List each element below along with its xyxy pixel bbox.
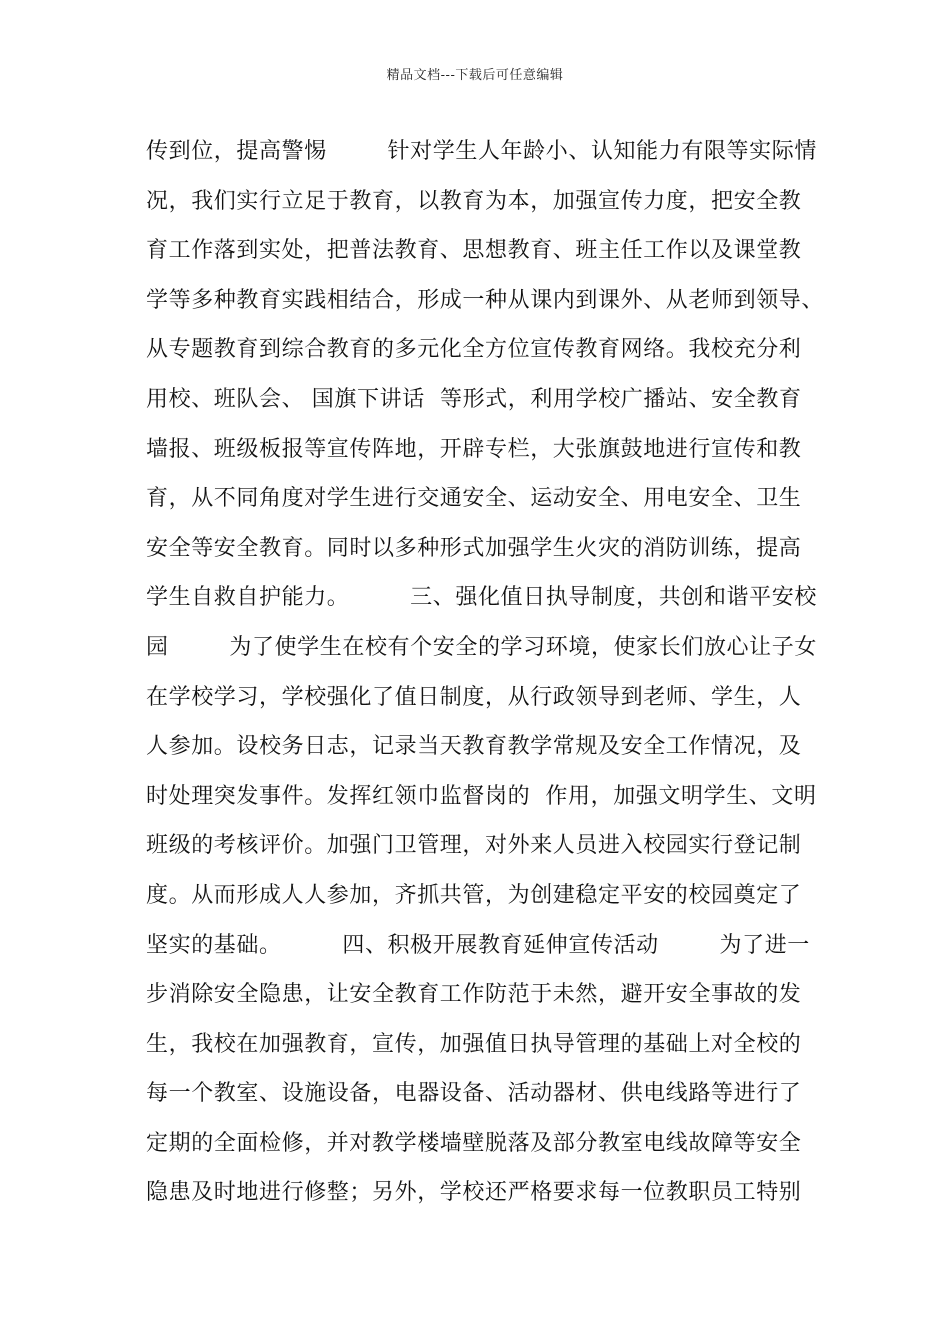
body-line: 定期的全面检修，并对教学楼墙壁脱落及部分教室电线故障等安全	[146, 1130, 802, 1156]
body-line: 人参加。设校务日志，记录当天教育教学常规及安全工作情况，及	[146, 734, 802, 760]
body-line: 安全等安全教育。同时以多种形式加强学生火灾的消防训练，提高	[146, 535, 802, 561]
body-line: 从专题教育到综合教育的多元化全方位宣传教育网络。我校充分利	[146, 337, 802, 363]
body-line: 况，我们实行立足于教育，以教育为本，加强宣传力度，把安全教	[146, 188, 802, 214]
body-line: 隐患及时地进行修整；另外，学校还严格要求每一位教职员工特别	[146, 1180, 802, 1206]
body-line: 用校、班队会、 国旗下讲话 等形式，利用学校广播站、安全教育	[146, 386, 802, 412]
body-line: 时处理突发事件。发挥红领巾监督岗的 作用，加强文明学生、文明	[146, 783, 817, 809]
body-line: 度。从而形成人人参加，齐抓共管，为创建稳定平安的校园奠定了	[146, 882, 802, 908]
body-line: 传到位，提高警惕 针对学生人年龄小、认知能力有限等实际情	[146, 139, 817, 164]
body-line: 园 为了使学生在校有个安全的学习环境，使家长们放心让子女	[146, 634, 817, 660]
page-header: 精品文档---下载后可任意编辑	[386, 68, 564, 83]
body-line: 每一个教室、设施设备，电器设备、活动器材、供电线路等进行了	[146, 1081, 802, 1107]
body-line: 班级的考核评价。加强门卫管理，对外来人员进入校园实行登记制	[146, 833, 802, 859]
body-line: 墙报、班级板报等宣传阵地，开辟专栏，大张旗鼓地进行宣传和教	[146, 436, 802, 462]
body-line: 育，从不同角度对学生进行交通安全、运动安全、用电安全、卫生	[146, 486, 802, 512]
body-line: 学生自救自护能力。 三、强化值日执导制度，共创和谐平安校	[146, 585, 817, 611]
body-line: 坚实的基础。 四、积极开展教育延伸宣传活动 为了进一	[146, 932, 810, 958]
body-line: 在学校学习，学校强化了值日制度，从行政领导到老师、学生，人	[146, 684, 802, 710]
body-line: 育工作落到实处，把普法教育、思想教育、班主任工作以及课堂教	[146, 238, 802, 264]
body-line: 步消除安全隐患，让安全教育工作防范于未然，避开安全事故的发	[146, 982, 802, 1008]
body-line: 学等多种教育实践相结合，形成一种从课内到课外、从老师到领导、	[146, 287, 825, 313]
body-line: 生，我校在加强教育，宣传，加强值日执导管理的基础上对全校的	[146, 1031, 802, 1057]
document-body	[146, 134, 846, 1225]
